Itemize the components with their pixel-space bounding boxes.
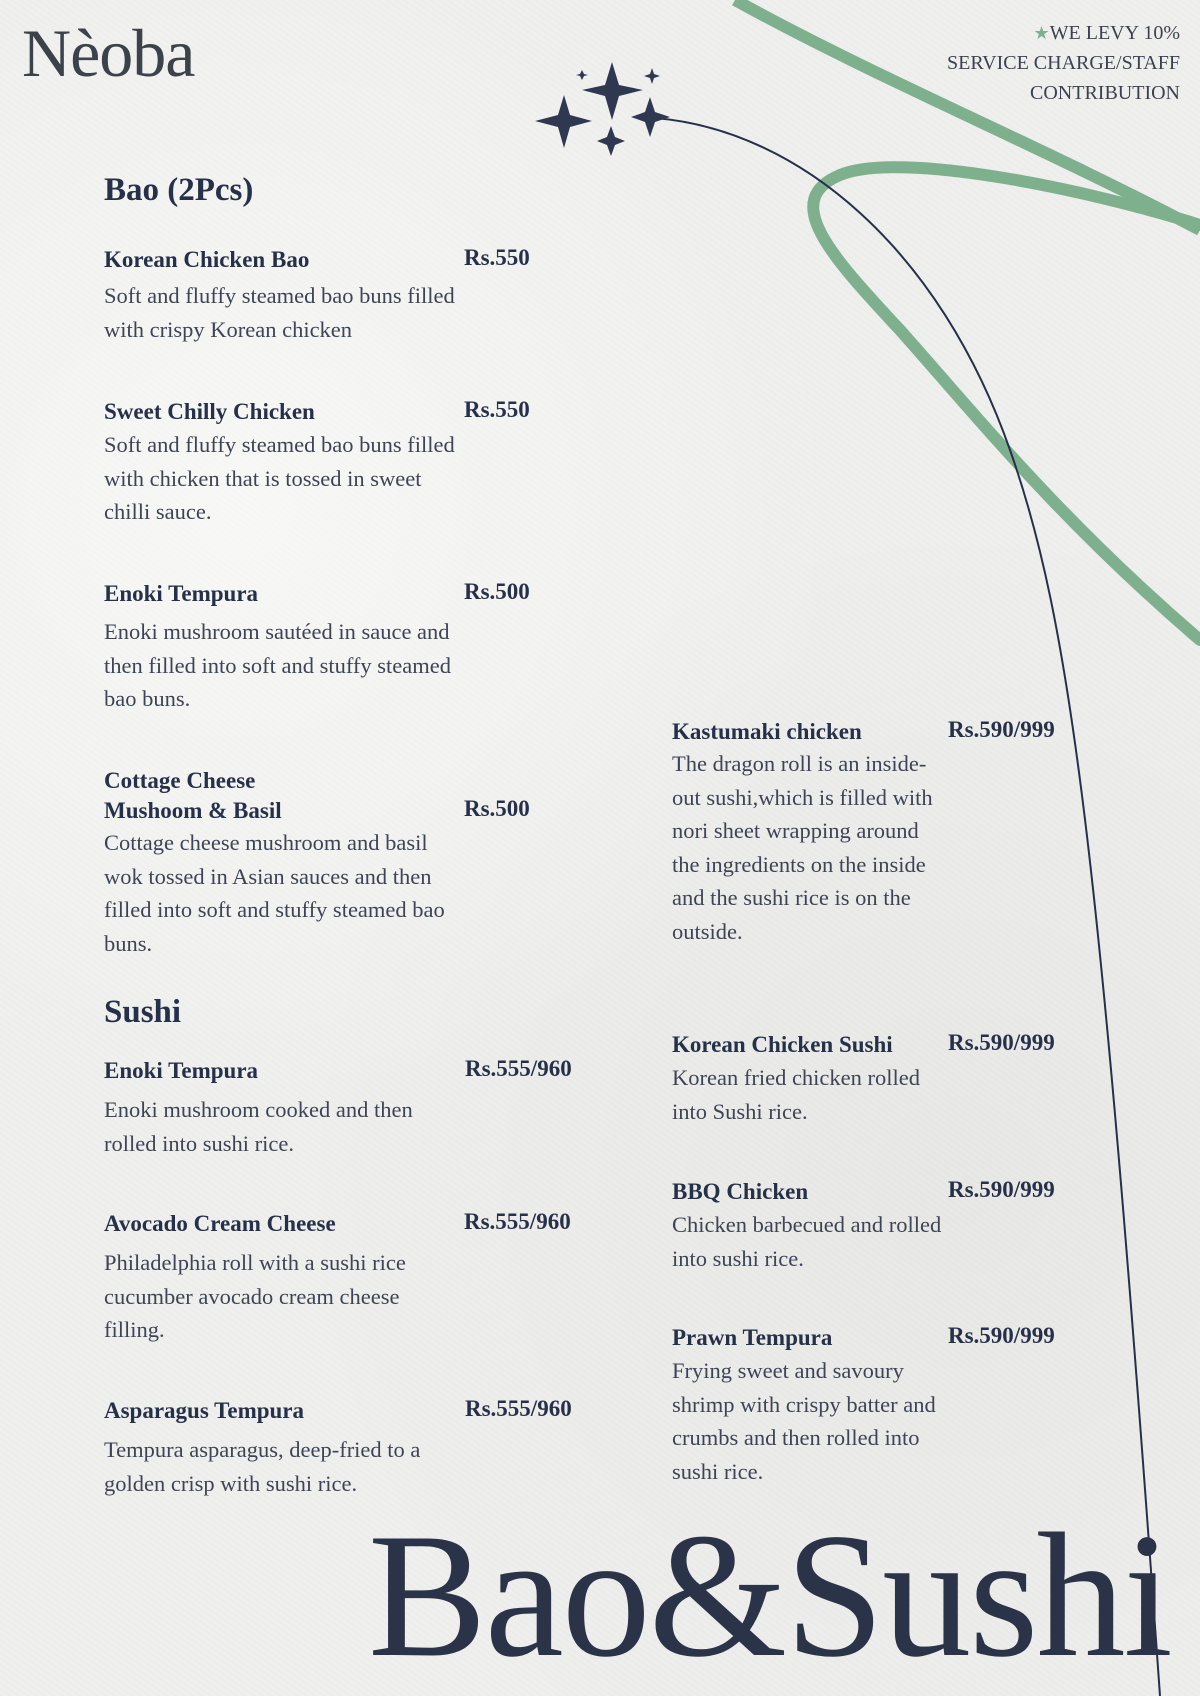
menu-item-name: Sweet Chilly Chicken [104, 399, 315, 424]
notice-line-1: ★WE LEVY 10% [1033, 22, 1180, 44]
menu-item-price: Rs.500 [464, 796, 530, 821]
menu-item-price: Rs.550 [464, 397, 530, 422]
menu-item-price: Rs.590/999 [948, 1177, 1055, 1202]
menu-item-name: Korean Chicken Bao [104, 247, 310, 272]
menu-item-description: Tempura asparagus, deep-fried to a golden crisp with sushi rice. [104, 1437, 421, 1496]
menu-item-name: BBQ Chicken [672, 1179, 809, 1204]
menu-item-description: Soft and fluffy steamed bao buns filled with crispy Korean chicken [104, 283, 455, 342]
menu-item-description: The dragon roll is an inside-out sushi,which is filled with nori sheet wrapping around the ingredients on the inside and the sushi rice is on the outside. [672, 751, 933, 944]
menu-item-description: Philadelphia roll with a sushi rice cucumber avocado cream cheese filling. [104, 1250, 406, 1342]
star-icon: ★ [1033, 23, 1050, 43]
menu-item-price: Rs.550 [464, 245, 530, 270]
brand-logo: Nèoba [22, 15, 195, 91]
menu-item-price: Rs.555/960 [465, 1396, 572, 1421]
menu-item-name: Prawn Tempura [672, 1325, 833, 1350]
menu-item-description: Frying sweet and savoury shrimp with crispy batter and crumbs and then rolled into sushi rice. [672, 1358, 936, 1484]
notice-line-3: CONTRIBUTION [1030, 82, 1180, 104]
menu-item-price: Rs.500 [464, 579, 530, 604]
menu-item-price: Rs.590/999 [948, 1030, 1055, 1055]
menu-item-description: Cottage cheese mushroom and basil wok tossed in Asian sauces and then filled into soft and stuffy steamed bao buns. [104, 830, 445, 956]
notice-line-2: SERVICE CHARGE/STAFF [947, 52, 1180, 74]
menu-item-description: Enoki mushroom cooked and then rolled into sushi rice. [104, 1097, 413, 1156]
menu-item-name: Enoki Tempura [104, 1058, 259, 1083]
menu-item-name: Enoki Tempura [104, 581, 259, 606]
menu-item-description: Chicken barbecued and rolled into sushi rice. [672, 1212, 942, 1271]
menu-item-name: Korean Chicken Sushi [672, 1032, 893, 1057]
menu-item-description: Soft and fluffy steamed bao buns filled with chicken that is tossed in sweet chilli sauce. [104, 432, 455, 524]
menu-item-name: Avocado Cream Cheese [104, 1211, 336, 1236]
section-title-bao: Bao (2Pcs) [104, 172, 254, 208]
menu-item-price: Rs.555/960 [464, 1209, 571, 1234]
section-title-sushi: Sushi [104, 994, 182, 1030]
menu-item-price: Rs.555/960 [465, 1056, 572, 1081]
menu-item-price: Rs.590/999 [948, 1323, 1055, 1348]
menu-item-price: Rs.590/999 [948, 717, 1055, 742]
menu-item-name: Cottage Cheese Mushoom & Basil [104, 768, 282, 823]
menu-item-name: Kastumaki chicken [672, 719, 862, 744]
menu-item-description: Korean fried chicken rolled into Sushi rice. [672, 1065, 921, 1124]
service-charge-notice [947, 18, 1180, 108]
menu-item-name: Asparagus Tempura [104, 1398, 305, 1423]
menu-item-description: Enoki mushroom sautéed in sauce and then filled into soft and stuffy steamed bao buns. [104, 619, 452, 711]
footer-title: Bao&Sushi [368, 1496, 1171, 1694]
